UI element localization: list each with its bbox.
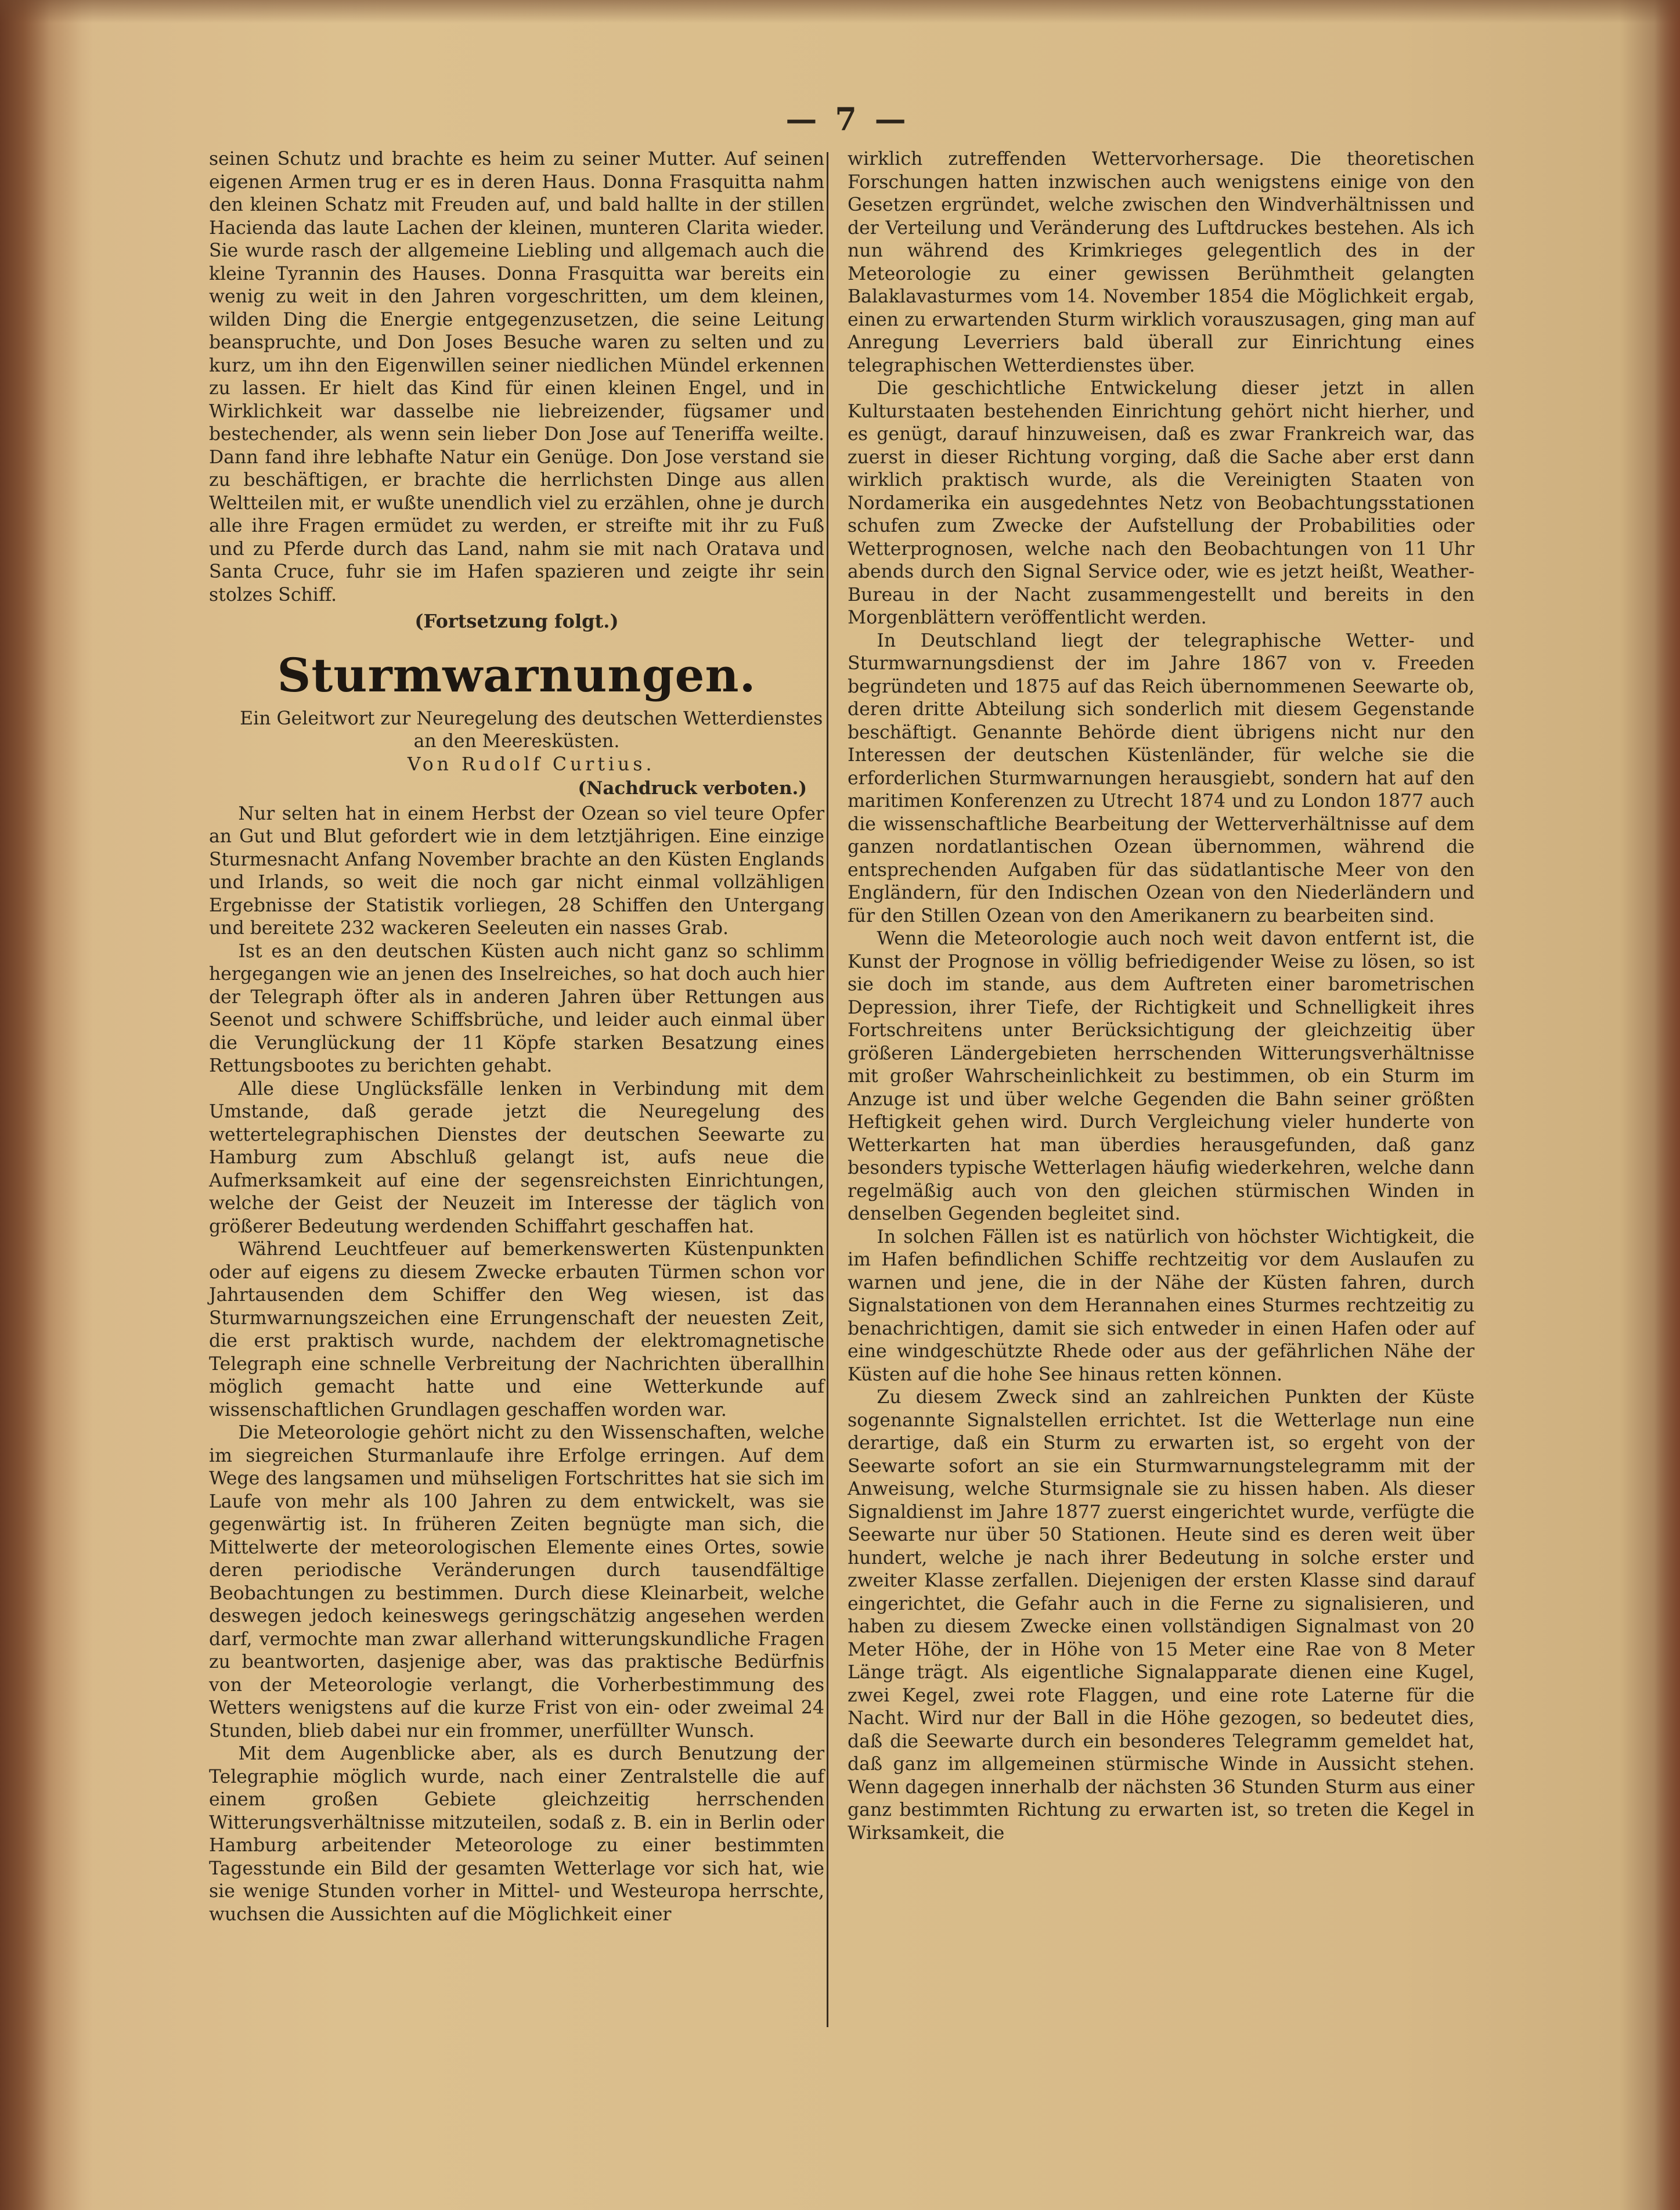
column-divider [827,152,828,2027]
top-edge-shadow [0,0,1680,23]
article-paragraph: Zu diesem Zweck sind an zahlreichen Punkten der Küste sogenannte Signalstellen errichtet. Ist die Wetterlage nun eine derartige, daß ein Sturm zu erwarten ist, so ergeht von der Seewarte sofort an sie ein Sturmwarnungstelegramm mit der Anweisung, welche Sturmsignale sie zu hissen haben. Als dieser Signaldienst im Jahre 1877 zuerst eingerichtet wurde, verfügte die Seewarte nur über 50 Stationen. Heute sind es deren weit über hundert, welche je nach ihrer Bedeutung in solche erster und zweiter Klasse zerfallen. Diejenigen der ersten Klasse sind darauf eingerichtet, die Gefahr auch in die Ferne zu signalisieren, und haben zu diesem Zwecke einen vollständigen Signalmast von 20 Meter Höhe, der in Höhe von 15 Meter eine Rae von 8 Meter Länge trägt. Als eigentliche Signalapparate dienen eine Kugel, zwei Kegel, zwei rote Flaggen, und eine rote Laterne für die Nacht. Wird nur der Ball in die Höhe gezogen, so bedeutet dies, daß die Seewarte durch ein besonderes Telegramm gemeldet hat, daß ganz im allgemeinen stürmische Winde in Aussicht stehen. Wenn dagegen innerhalb der nächsten 36 Stunden Sturm aus einer ganz bestimmten Richtung zu erwarten ist, so treten die Kegel in Wirksamkeit, die [848,1387,1474,1844]
article-paragraph: Nur selten hat in einem Herbst der Ozean so viel teure Opfer an Gut und Blut gefordert wie in dem letztjährigen. Eine einzige Sturmesnacht Anfang November brachte an den Küsten Englands und Irlands, so weit die noch gar nicht einmal vollzähligen Ergebnisse der Statistik vorliegen, 28 Schiffen den Untergang und bereitete 232 wackeren Seeleuten ein nasses Grab. [209,803,824,939]
left-column [209,148,824,1926]
reprint-note: (Nachdruck verboten.) [578,778,807,799]
article-headline: Sturmwarnungen. [277,647,756,702]
right-column [848,148,1474,1845]
story-end-paragraph: seinen Schutz und brachte es heim zu seiner Mutter. Auf seinen eigenen Armen trug er es in deren Haus. Donna Frasquitta nahm den kleinen Schatz mit Freuden auf, und bald hallte in der stillen Hacienda das laute Lachen der kleinen, munteren Clarita wieder. Sie wurde rasch der allgemeine Liebling und allgemach auch die kleine Tyrannin des Hauses. Donna Frasquitta war bereits ein wenig zu weit in den Jahren vorgeschritten, um dem kleinen, wilden Ding die Energie entgegenzusetzen, die seine Leitung beanspruchte, und Don Joses Besuche waren zu selten und zu kurz, um ihn den Eigenwillen seiner niedlichen Mündel erkennen zu lassen. Er hielt das Kind für einen kleinen Engel, und in Wirklichkeit war dasselbe nie liebreizender, fügsamer und bestechender, als wenn sein lieber Don Jose auf Teneriffa weilte. Dann fand ihre lebhafte Natur ein Genüge. Don Jose verstand sie zu beschäftigen, er brachte die herrlichsten Dinge aus allen Weltteilen mit, er wußte unendlich viel zu erzählen, ohne je durch alle ihre Fragen ermüdet zu werden, er streifte mit ihr zu Fuß und zu Pferde durch das Land, nahm sie mit nach Oratava und Santa Cruce, fuhr sie im Hafen spazieren und zeigte ihr sein stolzes Schiff. [209,149,824,605]
article-byline: Von Rudolf Curtius. [407,754,655,775]
article-paragraph: Die geschichtliche Entwickelung dieser jetzt in allen Kulturstaaten bestehenden Einrichtung gehört nicht hierher, und es genügt, darauf hinzuweisen, daß es zwar Frankreich war, das zuerst in dieser Richtung vorging, daß die Sache aber erst dann wirklich praktisch wurde, als die Vereinigten Staaten von Nordamerika ein ausgedehntes Netz von Beobachtungsstationen schufen zum Zwecke der Aufstellung der Probabilities oder Wetterprognosen, welche nach den Beobachtungen von 11 Uhr abends durch den Signal Service oder, wie es jetzt heißt, Weather-Bureau in der Nacht zusammengestellt und bereits in den Morgenblättern veröffentlicht werden. [848,378,1474,628]
page-number: — 7 — [785,100,910,138]
article-paragraph: Mit dem Augenblicke aber, als es durch Benutzung der Telegraphie möglich wurde, nach einer Zentralstelle die auf einem großen Gebiete gleichzeitig herrschenden Witterungsverhältnisse mitzuteilen, sodaß z. B. ein in Berlin oder Hamburg arbeitender Meteorologe zu einer bestimmten Tagesstunde ein Bild der gesamten Wetterlage vor sich hat, wie sie wenige Stunden vorher in Mittel- und Westeuropa herrschte, wuchsen die Aussichten auf die Möglichkeit einer [209,1743,824,1925]
spine-shadow [0,0,93,2210]
page-edge-shadow [1654,0,1680,2210]
article-paragraph: In Deutschland liegt der telegraphische Wetter- und Sturmwarnungsdienst der im Jahre 1867 von v. Freeden begründeten und 1875 auf das Reich übernommenen Seewarte ob, deren dritte Abteilung sich sonderlich mit diesem Gegenstande beschäftigt. Genannte Behörde dient übrigens nicht nur den Interessen der deutschen Küstenländer, für welche sie die erforderlichen Sturmwarnungen herausgiebt, sondern hat auf den maritimen Konferenzen zu Utrecht 1874 und zu London 1877 auch die wissenschaftliche Bearbeitung der Wetterverhältnisse auf dem ganzen nordatlantischen Ozean übernommen, während die entsprechenden Aufgaben für das südatlantische Meer von den Engländern, für den Indischen Ozean von den Niederländern und für den Stillen Ozean von den Amerikanern zu bearbeiten sind. [848,630,1474,926]
article-paragraph: Wenn die Meteorologie auch noch weit davon entfernt ist, die Kunst der Prognose in völlig befriedigender Weise zu lösen, so ist sie doch im stande, aus dem Auftreten einer barometrischen Depression, ihrer Tiefe, der Richtigkeit und Schnelligkeit ihres Fortschreitens unter Berücksichtigung der gleichzeitig über größeren Ländergebieten herrschenden Witterungsverhältnisse mit großer Wahrscheinlichkeit zu bestimmen, ob ein Sturm im Anzuge ist und über welche Gegenden die Bahn seiner größten Heftigkeit gehen wird. Durch Vergleichung vieler hunderte von Wetterkarten hat man überdies herausgefunden, daß ganz besonders typische Wetterlagen häufig wiederkehren, welche dann regelmäßig auch von den gleichen stürmischen Winden in denselben Gegenden begleitet sind. [848,928,1474,1224]
article-paragraph: Die Meteorologie gehört nicht zu den Wissenschaften, welche im siegreichen Sturmanlaufe ihre Erfolge erringen. Auf dem Wege des langsamen und mühseligen Fortschrittes hat sie sich im Laufe von mehr als 100 Jahren zu dem entwickelt, was sie gegenwärtig ist. In früheren Zeiten begnügte man sich, die Mittelwerte der meteorologischen Elemente eines Ortes, sowie deren periodische Veränderungen durch tausendfältige Beobachtungen zu bestimmen. Durch diese Kleinarbeit, welche deswegen jedoch keineswegs geringschätzig angesehen werden darf, vermochte man zwar allerhand witterungskundliche Fragen zu beantworten, dasjenige aber, was das praktische Bedürfnis von der Meteorologie verlangt, die Vorherbestimmung des Wetters wenigstens auf die kurze Frist von ein- oder zweimal 24 Stunden, blieb dabei nur ein frommer, unerfüllter Wunsch. [209,1422,824,1742]
article-subtitle: Ein Geleitwort zur Neuregelung des deutschen Wetterdienstes an den Meeresküsten. [240,708,823,752]
article-paragraph: Ist es an den deutschen Küsten auch nicht ganz so schlimm hergegangen wie an jenen des Inselreiches, so hat doch auch hier der Telegraph öfter als in anderen Jahren über Rettungen aus Seenot und schwere Schiffsbrüche, und leider auch einmal über die Verunglückung der 11 Köpfe starken Besatzung eines Rettungsbootes zu berichten gehabt. [209,940,824,1076]
article-paragraph: wirklich zutreffenden Wettervorhersage. Die theoretischen Forschungen hatten inzwischen auch wenigstens einige von den Gesetzen ergründet, welche zwischen den Windverhältnissen und der Verteilung und Veränderung des Luftdruckes bestehen. Als ich nun während des Krimkrieges gelegentlich des in der Meteorologie zu einer gewissen Berühmtheit gelangten Balaklavasturmes vom 14. November 1854 die Möglichkeit ergab, einen zu erwartenden Sturm wirklich vorauszusagen, ging man auf Anregung Leverriers bald überall zur Einrichtung eines telegraphischen Wetterdienstes über. [848,149,1474,376]
article-paragraph: Alle diese Unglücksfälle lenken in Verbindung mit dem Umstande, daß gerade jetzt die Neuregelung des wettertelegraphischen Dienstes der deutschen Seewarte zu Hamburg zum Abschluß gelangt ist, aufs neue die Aufmerksamkeit auf eine der segensreichsten Einrichtungen, welche der Geist der Neuzeit im Interesse der täglich von größerer Bedeutung werdenden Schiffahrt geschaffen hat. [209,1078,824,1237]
continuation-note: (Fortsetzung folgt.) [414,610,619,632]
article-paragraph: In solchen Fällen ist es natürlich von höchster Wichtigkeit, die im Hafen befindlichen Schiffe rechtzeitig vor dem Auslaufen zu warnen und jene, die in der Nähe der Küsten fahren, durch Signalstationen von dem Herannahen eines Sturmes rechtzeitig zu benachrichtigen, damit sie sich entweder in einen Hafen oder auf eine windgeschützte Rhede oder aus der gefährlichen Nähe der Küsten auf die hohe See hinaus retten können. [848,1226,1474,1385]
article-paragraph: Während Leuchtfeuer auf bemerkenswerten Küstenpunkten oder auf eigens zu diesem Zwecke erbauten Türmen schon vor Jahrtausenden dem Schiffer den Weg wiesen, ist das Sturmwarnungszeichen eine Errungenschaft der neuesten Zeit, die erst praktisch wurde, nachdem der elektromagnetische Telegraph eine schnelle Verbreitung der Nachrichten überallhin möglich gemacht hatte und eine Wetterkunde auf wissenschaftlichen Grundlagen geschaffen worden war. [209,1239,824,1421]
